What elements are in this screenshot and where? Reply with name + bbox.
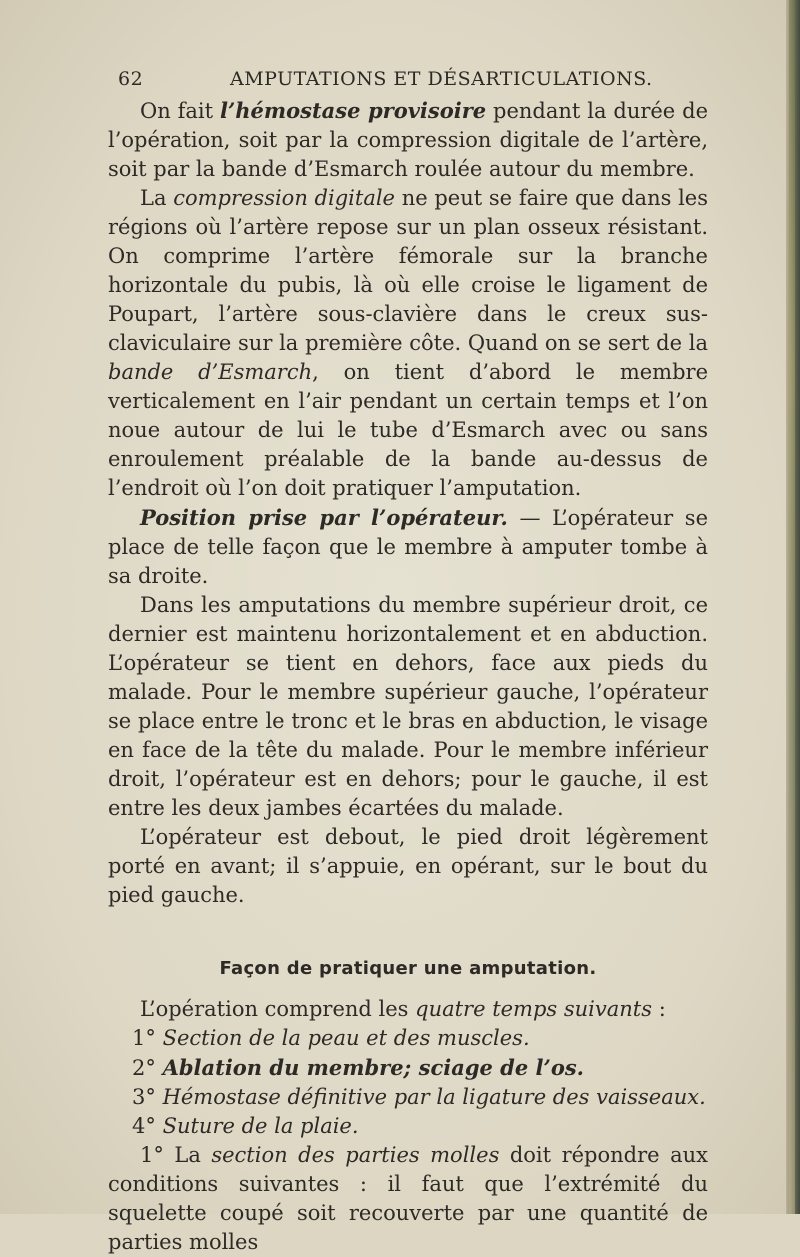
text-run: L’opération comprend les (140, 997, 416, 1021)
list-item (108, 1053, 708, 1083)
list-number: 2° (132, 1056, 156, 1080)
text-run: ne peut se faire que dans les régions où l’artère repose sur un plan osseux résistant. On comprime l’artère fémorale sur la branche horizontale du pubis, là où elle croise le ligament de Poupart, l’artère sous-clavière dans le creux sus-claviculaire sur la première côte. Quand on se sert de la (108, 186, 709, 355)
paragraph-compression (108, 184, 708, 503)
list-number: 1° (140, 1143, 164, 1167)
emphasis-hemostase-provisoire: l’hémostase provisoire (219, 98, 487, 123)
list-item (108, 1024, 708, 1053)
paragraph-hemostase (108, 96, 708, 184)
text-run: : (652, 997, 666, 1021)
paragraph-operateur-debout: L’opérateur est debout, le pied droit légèrement porté en avant; il s’appuie, en opérant, sur le bout du pied gauche. (108, 825, 708, 907)
paragraph-amputations: Dans les amputations du membre supérieur droit, ce dernier est maintenu horizontalement et en abduction. L’opérateur se tient en dehors, face aux pieds du malade. Pour le membre supérieur gauche, l’opérateur se place entre le tronc et le bras en abduction, le visage en face de la tête du malade. Pour le membre inférieur droit, l’opérateur est en dehors; pour le gauche, il est entre les deux jambes écartées du malade. (108, 593, 708, 820)
list-text: Suture de la plaie. (162, 1114, 359, 1138)
list-item (108, 1112, 708, 1141)
list-number: 3° (132, 1085, 156, 1109)
emphasis-quatre-temps: quatre temps suivants (415, 997, 653, 1021)
section-title: Façon de pratiquer une amputation. (219, 958, 597, 979)
list-text: Section de la peau et des muscles. (162, 1026, 530, 1050)
paragraph-position (108, 503, 708, 591)
emphasis-bande-esmarch: bande d’Esmarch (108, 360, 313, 384)
text-run: La (140, 186, 174, 210)
list-text: Hémostase définitive par la ligature des vaisseaux. (162, 1085, 706, 1109)
emphasis-position-operateur: Position prise par l’opérateur. (140, 505, 508, 530)
emphasis-section-parties-molles: section des parties molles (211, 1143, 500, 1167)
text-run: — L’opérateur se place de telle façon que le membre à amputer tombe à sa droite. (108, 506, 708, 588)
text-run: On fait (140, 99, 220, 123)
paragraph-section-parties-molles (108, 1141, 708, 1257)
page-number: 62 (118, 68, 144, 90)
section-intro (108, 995, 708, 1024)
running-header (118, 68, 718, 94)
text-run: La (163, 1143, 212, 1167)
binding-edge-strip (789, 0, 795, 1214)
list-item (108, 1083, 708, 1112)
list-number: 1° (132, 1026, 156, 1050)
body-text (108, 96, 708, 1257)
list-text: Ablation du membre; sciage de l’os. (162, 1055, 584, 1080)
text-run: , on tient d’abord le membre verticalement en l’air pendant un certain temps et l’on noue autour de lui le tube d’Esmarch avec ou sans enroulement préalable de la bande au-dessus de l’endroit où l’on doit pratiquer l’amputation. (108, 360, 708, 500)
list-number: 4° (132, 1114, 156, 1138)
text-run: pendant la durée de l’opération, soit par la compression digitale de l’artère, soit par la bande d’Esmarch roulée autour du membre. (108, 99, 708, 181)
running-title: AMPUTATIONS ET DÉSARTICULATIONS. (230, 68, 653, 90)
text-run: doit répondre aux conditions suivantes : il faut que l’extrémité du squelette coupé soit recouverte par une quantité de parties molles (108, 1143, 708, 1254)
emphasis-compression-digitale: compression digitale (173, 186, 395, 210)
